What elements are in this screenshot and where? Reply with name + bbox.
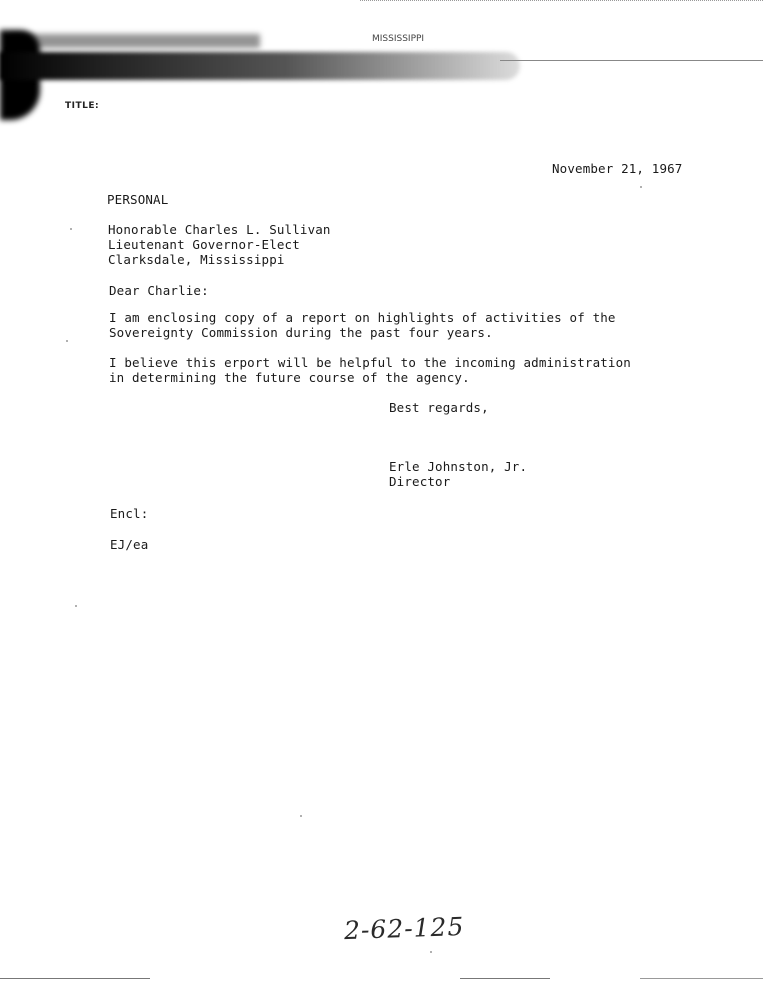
paragraph1-line1: I am enclosing copy of a report on highlights of activities of the: [109, 310, 616, 325]
header-faint-text: MISSISSIPPI: [372, 34, 425, 44]
signer-name: Erle Johnston, Jr.: [389, 459, 528, 474]
scan-speck: [66, 340, 68, 342]
recipient-title: Lieutenant Governor-Elect: [108, 237, 300, 252]
title-label: TITLE:: [65, 101, 100, 111]
handwritten-file-number: 2-62-125: [343, 911, 465, 946]
top-dotted-edge: [360, 0, 763, 3]
header-rule: [500, 60, 763, 61]
personal-marking: PERSONAL: [107, 192, 169, 207]
paragraph2-line2: in determining the future course of the agency.: [109, 370, 470, 385]
signer-title: Director: [389, 474, 451, 489]
typist-initials: EJ/ea: [110, 537, 149, 552]
recipient-name: Honorable Charles L. Sullivan: [108, 222, 331, 237]
bottom-edge-rule-right: [640, 978, 763, 979]
bottom-edge-rule-mid: [460, 978, 550, 979]
scan-speck: [430, 951, 432, 953]
scan-speck: [640, 186, 642, 188]
scan-speck: [70, 228, 72, 230]
scan-speck: [75, 605, 77, 607]
bottom-edge-rule-left: [0, 978, 150, 979]
salutation: Dear Charlie:: [109, 283, 209, 298]
scan-speck: [300, 815, 302, 817]
letter-date: November 21, 1967: [552, 161, 683, 176]
header-smear-top: [10, 34, 260, 48]
recipient-location: Clarksdale, Mississippi: [108, 252, 285, 267]
closing: Best regards,: [389, 400, 489, 415]
enclosure-label: Encl:: [110, 506, 149, 521]
paragraph1-line2: Sovereignty Commission during the past four years.: [109, 325, 493, 340]
header-smear-band: [0, 52, 520, 80]
paragraph2-line1: I believe this erport will be helpful to the incoming administration: [109, 355, 631, 370]
